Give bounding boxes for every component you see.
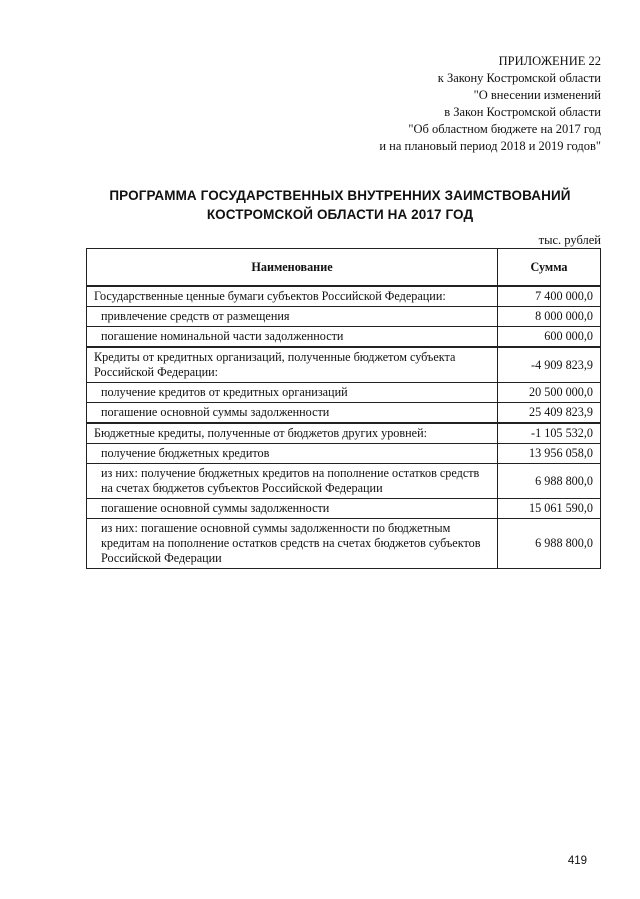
row-name: получение кредитов от кредитных организаций (87, 383, 498, 403)
row-name: привлечение средств от размещения (87, 307, 498, 327)
header-name: Наименование (87, 249, 498, 287)
row-sum: 15 061 590,0 (498, 499, 601, 519)
title-line-1: ПРОГРАММА ГОСУДАРСТВЕННЫХ ВНУТРЕННИХ ЗАИМСТВОВАНИЙ (109, 188, 571, 203)
appendix-line: и на плановый период 2018 и 2019 годов" (379, 139, 601, 153)
header-sum: Сумма (498, 249, 601, 287)
row-name: Кредиты от кредитных организаций, полученные бюджетом субъекта Российской Федерации: (87, 347, 498, 383)
table-header-row (87, 249, 601, 287)
page-number: 419 (567, 855, 587, 867)
row-name: Государственные ценные бумаги субъектов Российской Федерации: (87, 286, 498, 307)
row-sum: 6 988 800,0 (498, 464, 601, 499)
table-row (87, 403, 601, 424)
title-line-2: КОСТРОМСКОЙ ОБЛАСТИ НА 2017 ГОД (206, 207, 474, 222)
table-row (87, 307, 601, 327)
table-row (87, 464, 601, 499)
row-name: Бюджетные кредиты, полученные от бюджетов других уровней: (87, 423, 498, 444)
appendix-line: в Закон Костромской области (444, 105, 601, 119)
appendix-line: "О внесении изменений (473, 88, 601, 102)
row-sum: 8 000 000,0 (498, 307, 601, 327)
appendix-line: к Закону Костромской области (437, 71, 601, 85)
table-row (87, 327, 601, 348)
table-row (87, 519, 601, 569)
table-row (87, 499, 601, 519)
row-name: погашение номинальной части задолженности (87, 327, 498, 348)
row-name: погашение основной суммы задолженности (87, 499, 498, 519)
table-row (87, 286, 601, 307)
row-name: получение бюджетных кредитов (87, 444, 498, 464)
units-label: тыс. рублей (538, 233, 601, 247)
table-row (87, 347, 601, 383)
row-sum: 7 400 000,0 (498, 286, 601, 307)
row-sum: -4 909 823,9 (498, 347, 601, 383)
appendix-block (271, 53, 601, 155)
appendix-line: ПРИЛОЖЕНИЕ 22 (498, 54, 601, 68)
document-title (40, 186, 640, 224)
table-row (87, 423, 601, 444)
borrowing-program-table (86, 248, 601, 569)
row-sum: 6 988 800,0 (498, 519, 601, 569)
row-sum: -1 105 532,0 (498, 423, 601, 444)
row-name: погашение основной суммы задолженности (87, 403, 498, 424)
row-sum: 20 500 000,0 (498, 383, 601, 403)
row-sum: 600 000,0 (498, 327, 601, 348)
row-sum: 13 956 058,0 (498, 444, 601, 464)
table-row (87, 383, 601, 403)
row-name: из них: получение бюджетных кредитов на пополнение остатков средств на счетах бюджетов субъектов Российской Федерации (87, 464, 498, 499)
row-sum: 25 409 823,9 (498, 403, 601, 424)
appendix-line: "Об областном бюджете на 2017 год (408, 122, 601, 136)
table-row (87, 444, 601, 464)
row-name: из них: погашение основной суммы задолженности по бюджетным кредитам на пополнение остатков средств на счетах бюджетов субъектов Российской Федерации (87, 519, 498, 569)
